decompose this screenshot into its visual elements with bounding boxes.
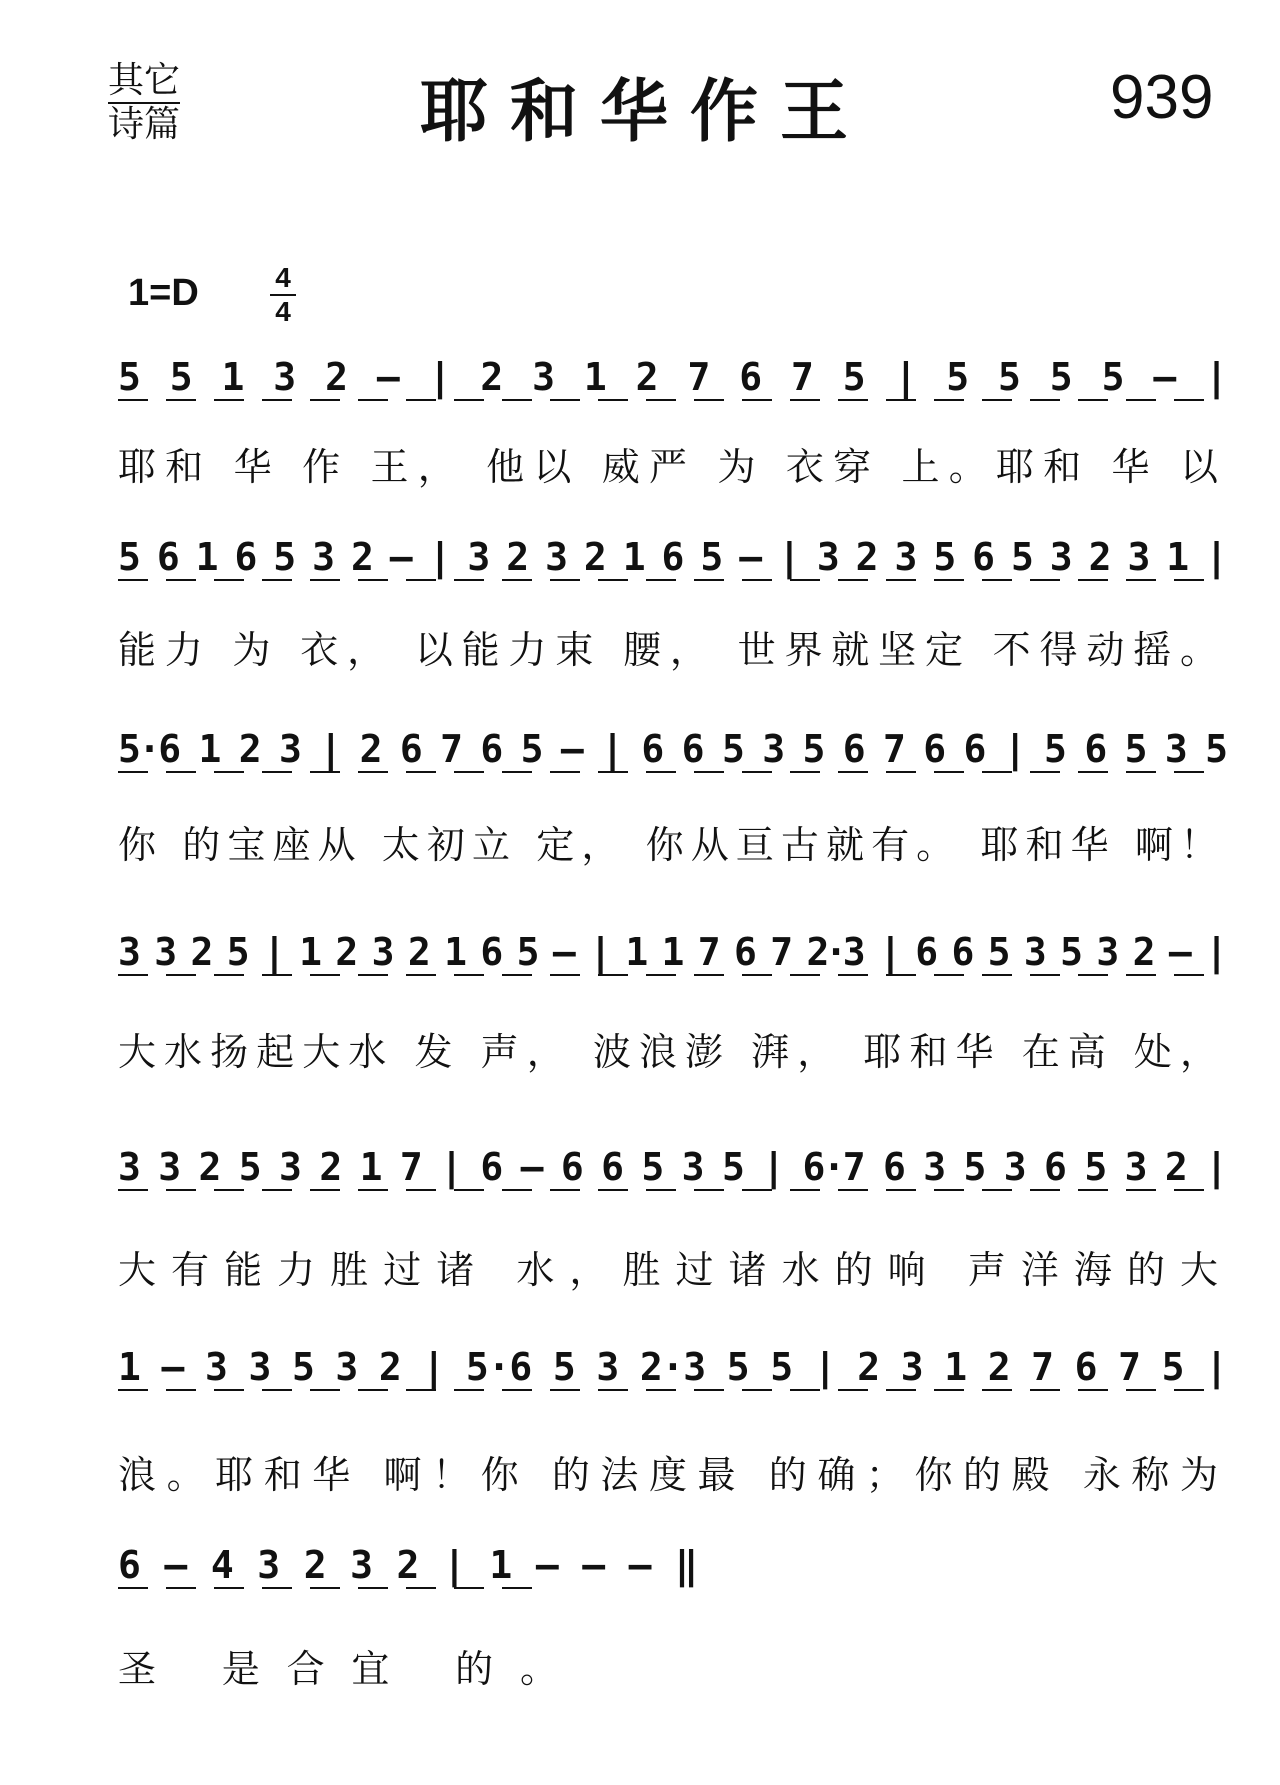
- notation-line: 5·6 1 2 3 | 2 6 7 6 5 – | 6 6 5 3 5 6 7 6 6 | 5 6 5 3 5: [118, 727, 1228, 771]
- system-5: [118, 1145, 1228, 1292]
- time-numerator: 4: [275, 262, 291, 293]
- key-signature: 1=D: [128, 272, 199, 314]
- system-1: [118, 355, 1228, 489]
- system-4: [118, 930, 1228, 1074]
- page-title: 耶和华作王: [420, 73, 871, 152]
- category-line-2: 诗篇: [108, 104, 181, 145]
- lyric-line: 能力 为 衣， 以能力束 腰， 世界就坚定 不得动摇。: [118, 628, 1218, 672]
- notation-line: 5 6 1 6 5 3 2 – | 3 2 3 2 1 6 5 – | 3 2 3 5 6 5 3 2 3 1 |: [118, 535, 1229, 579]
- system-7: [118, 1543, 698, 1691]
- lyric-line: 圣 是合宜 的。: [118, 1647, 558, 1691]
- notation-line: 6 – 4 3 2 3 2 | 1 – – – ‖: [118, 1543, 698, 1587]
- hymn-number: 939: [1110, 63, 1214, 132]
- lyric-line: 大水扬起大水 发 声， 波浪澎 湃， 耶和华 在高 处，: [118, 1030, 1218, 1074]
- system-3: [118, 727, 1228, 867]
- lyric-line: 浪。耶和华 啊！你 的法度最 的确；你的殿 永称为: [118, 1453, 1218, 1497]
- notation-line: 5 5 1 3 2 – | 2 3 1 2 7 6 7 5 | 5 5 5 5 – |: [118, 355, 1229, 399]
- lyric-line: 耶和 华 作 王， 他以 威严 为 衣穿 上。耶和 华 以: [118, 445, 1218, 489]
- lyric-line: 你 的宝座从 太初立 定， 你从亘古就有。 耶和华 啊！: [118, 823, 1218, 867]
- notation-line: 1 – 3 3 5 3 2 | 5·6 5 3 2·3 5 5 | 2 3 1 2 7 6 7 5 |: [118, 1345, 1228, 1389]
- category-line-1: 其它: [108, 60, 180, 104]
- system-6: [118, 1345, 1228, 1497]
- notation-line: 3 3 2 5 | 1 2 3 2 1 6 5 – | 1 1 7 6 7 2·3 | 6 6 5 3 5 3 2 – |: [118, 930, 1228, 974]
- lyric-line: 大有能力胜过诸 水，胜过诸水的响 声洋海的大: [118, 1248, 1218, 1292]
- notation-line: 3 3 2 5 3 2 1 7 | 6 – 6 6 5 3 5 | 6·7 6 3 5 3 6 5 3 2 |: [118, 1145, 1228, 1189]
- system-2: [118, 535, 1228, 672]
- time-denominator: 4: [275, 296, 291, 327]
